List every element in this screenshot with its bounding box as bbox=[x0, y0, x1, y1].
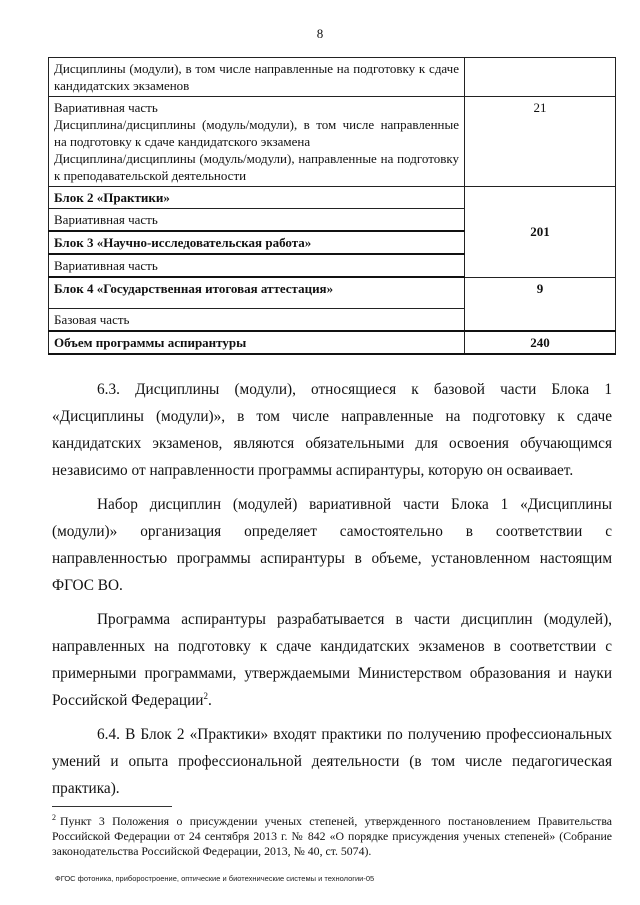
block4-value: 9 bbox=[465, 277, 616, 331]
total-value: 240 bbox=[465, 331, 616, 354]
block23-value: 201 bbox=[465, 187, 616, 278]
block4-title: Блок 4 «Государственная итоговая аттестация» bbox=[49, 277, 465, 309]
block3-title: Блок 3 «Научно-исследовательская работа» bbox=[49, 231, 465, 254]
candidate-exam-disciplines: Дисциплина/дисциплины (модуль/модули), в том числе направленные на подготовку к сдаче кандидатского экзамена bbox=[54, 117, 459, 149]
paragraph-variative: Набор дисциплин (модулей) вариативной части Блока 1 «Дисциплины (модули)» организация определяет самостоятельно в соответствии с направленностью программы аспирантуры в объеме, установленном настоящим ФГОС ВО. bbox=[52, 496, 612, 594]
footnote-divider bbox=[52, 806, 172, 807]
table-cell: Дисциплины (модули), в том числе направленные на подготовку к сдаче кандидатских экзаменов bbox=[49, 58, 465, 97]
total-label: Объем программы аспирантуры bbox=[49, 331, 465, 354]
table-cell bbox=[49, 97, 465, 187]
variative-part-label: Вариативная часть bbox=[54, 100, 158, 115]
block3-sub: Вариативная часть bbox=[49, 254, 465, 277]
block2-title: Блок 2 «Практики» bbox=[49, 187, 465, 209]
table-cell-value bbox=[465, 58, 616, 97]
footnote-text: Пункт 3 Положения о присуждении ученых степеней, утвержденного постановлением Правительства Российской Федерации от 24 сентября 2013 г. № 842 «О порядке присуждения ученых степеней» (Собрание законодательства Российской Федерации, 2013, № 40, ст. 5074). bbox=[52, 813, 612, 858]
table-row bbox=[49, 187, 616, 209]
table-row bbox=[49, 97, 616, 187]
block4-sub: Базовая часть bbox=[49, 309, 465, 332]
page-footer: ФГОС фотоника, приборостроение, оптические и биотехнические системы и технологии-05 bbox=[55, 874, 375, 883]
page-number: 8 bbox=[316, 26, 324, 41]
block2-sub: Вариативная часть bbox=[49, 209, 465, 232]
paragraph-programs-text: Программа аспирантуры разрабатывается в части дисциплин (модулей), направленных на подготовку к сдаче кандидатских экзаменов в соответствии с примерными программами, утверждаемыми Министерством образования и науки Российской Федерации bbox=[52, 611, 612, 709]
footnote-reference[interactable]: 2 bbox=[203, 690, 208, 701]
table-row bbox=[49, 277, 616, 309]
footnote-marker: 2 bbox=[52, 813, 56, 822]
paragraph-6-4: 6.4. В Блок 2 «Практики» входят практики по получению профессиональных умений и опыта профессиональной деятельности (в том числе педагогическая практика). bbox=[52, 726, 612, 797]
teaching-disciplines: Дисциплина/дисциплины (модуль/модули), направленные на подготовку к преподавательской деятельности bbox=[54, 151, 459, 183]
footnote bbox=[52, 810, 612, 859]
table-row bbox=[49, 58, 616, 97]
curriculum-table bbox=[48, 57, 616, 355]
table-cell-value: 21 bbox=[465, 97, 616, 187]
body-text bbox=[52, 376, 612, 802]
paragraph-6-3: 6.3. Дисциплины (модули), относящиеся к базовой части Блока 1 «Дисциплины (модули)», в том числе направленные на подготовку к сдаче кандидатских экзаменов, являются обязательными для освоения обучающимся независимо от направленности программы аспирантуры, которую он осваивает. bbox=[52, 381, 612, 479]
paragraph-programs: Программа аспирантуры разрабатывается в части дисциплин (модулей), направленных на подготовку к сдаче кандидатских экзаменов в соответствии с примерными программами, утверждаемыми Министерством образования и науки Российской Федерации$^2$. bbox=[52, 611, 612, 709]
table-row bbox=[49, 331, 616, 354]
